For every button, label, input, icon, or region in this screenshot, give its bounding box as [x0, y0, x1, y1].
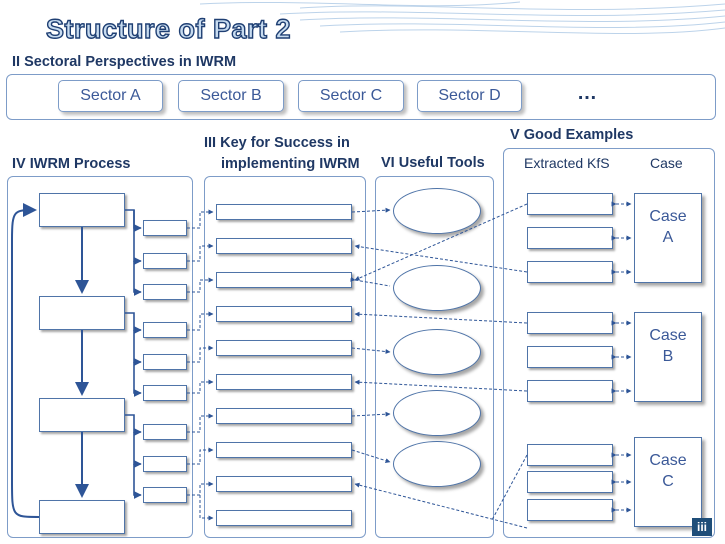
case-column-header: Case [650, 155, 683, 171]
case-c-label: Case [649, 452, 687, 469]
case-b-label: Case [649, 327, 687, 344]
sector-d-box[interactable]: Sector D [417, 80, 522, 112]
sector-a-box[interactable]: Sector A [58, 80, 163, 112]
page-title: Structure of Part 2 [46, 14, 292, 44]
sector-b-box[interactable]: Sector B [178, 80, 284, 112]
case-c-letter: C [662, 473, 674, 490]
more-sectors-ellipsis: … [577, 82, 597, 104]
section-ii-heading: II Sectoral Perspectives in IWRM [12, 54, 237, 70]
page-number-badge: iii [692, 518, 712, 536]
section-iv-heading: IV IWRM Process [12, 156, 131, 172]
section-v-heading: V Good Examples [510, 127, 634, 143]
case-a-letter: A [662, 229, 674, 246]
section-iii-heading-line1: III Key for Success in [204, 135, 350, 151]
case-b-letter: B [662, 348, 674, 365]
sector-c-box[interactable]: Sector C [298, 80, 404, 112]
extracted-kfs-column-header: Extracted KfS [524, 155, 610, 171]
section-vi-heading: VI Useful Tools [381, 155, 485, 171]
section-iii-heading-line2: implementing IWRM [221, 156, 360, 172]
case-a-label: Case [649, 208, 687, 225]
